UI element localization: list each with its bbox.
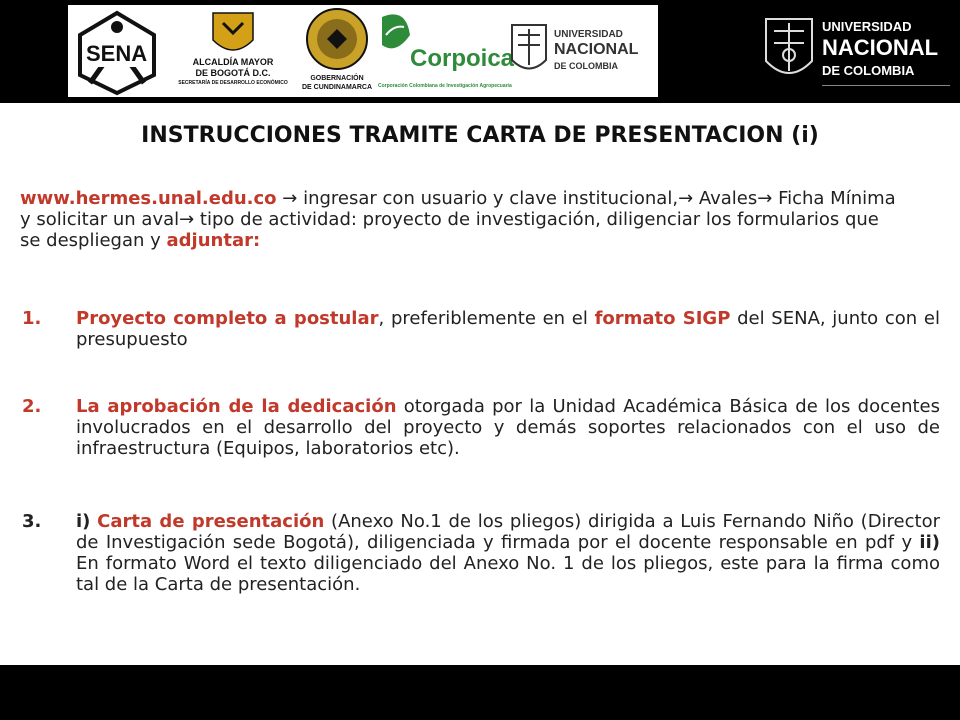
sena-label: SENA	[86, 41, 148, 66]
unal-shield-small-icon	[504, 5, 554, 97]
item-3-highlight: Carta de presentación	[97, 511, 325, 532]
header-bar	[0, 0, 960, 103]
sena-logo	[68, 5, 166, 97]
unal-small-line3: DE COLOMBIA	[554, 61, 618, 71]
alcaldia-line2: DE BOGOTÁ D.C.	[195, 68, 271, 78]
corpoica-logo	[376, 5, 515, 97]
item-2-highlight: La aprobación de la dedicación	[76, 396, 397, 417]
corpoica-sub: Corporación Colombiana de Investigación Agropecuaria	[378, 83, 512, 89]
item-2-number: 2.	[22, 396, 42, 417]
item-3-text-a: (Anexo No.1 de los pliegos) dirigida a Luis Fernando Niño (Director de Investigación sede Bogotá), diligenciada y firmada por el docente responsable en pdf y	[76, 511, 940, 553]
unal-divider	[822, 85, 950, 86]
item-3-text-b: En formato Word el texto diligenciado del Anexo No. 1 de los pliegos, este para la firma como tal de la Carta de presentación.	[76, 553, 940, 595]
item-3-number: 3.	[22, 511, 42, 532]
adjuntar-label: adjuntar:	[166, 230, 261, 251]
gobernacion-line1: GOBERNACIÓN	[310, 75, 364, 82]
page-title: INSTRUCCIONES TRAMITE CARTA DE PRESENTACION (i)	[141, 123, 819, 148]
alcaldia-line3: SECRETARÍA DE DESARROLLO ECONÓMICO	[178, 80, 288, 86]
footer-bar	[0, 665, 960, 720]
intro-paragraph	[20, 188, 900, 251]
list-item-3	[22, 511, 940, 595]
list-item-2	[22, 396, 940, 459]
item-2-text	[76, 396, 940, 459]
gobernacion-logo	[300, 5, 374, 97]
alcaldia-line1: ALCALDÍA MAYOR	[192, 57, 274, 67]
corpoica-label: Corpoica	[410, 45, 515, 72]
item-1-sigp: formato SIGP	[594, 308, 731, 329]
unal-small-line2: NACIONAL	[554, 41, 639, 58]
item-2-text-a: otorgada por la Unidad Académica Básica de los docentes involucrados en el desarrollo del proyecto y demás soportes relacionados con el uso de infraestructura (Equipos, laboratorios etc).	[76, 396, 941, 459]
unal-big-line1: UNIVERSIDAD	[822, 19, 912, 34]
unal-big-line2: NACIONAL	[822, 35, 939, 60]
partner-logos	[68, 5, 658, 97]
hermes-link[interactable]: www.hermes.unal.edu.co	[20, 188, 277, 209]
unal-big-line3: DE COLOMBIA	[822, 63, 915, 78]
alcaldia-logo	[168, 5, 298, 97]
item-1-text-b: del SENA, junto con el presupuesto	[76, 308, 940, 350]
item-3-ii: ii)	[919, 532, 940, 553]
unal-small-logo	[504, 5, 658, 97]
unal-big-logo	[758, 5, 958, 97]
unal-shield-big-icon	[758, 5, 820, 97]
item-1-text-a: , preferiblemente en el	[378, 308, 595, 329]
item-3-i: i)	[76, 511, 91, 532]
item-1-number: 1.	[22, 308, 42, 329]
item-1-highlight: Proyecto completo a postular	[76, 308, 379, 329]
list-item-1	[22, 308, 940, 350]
gobernacion-line2: DE CUNDINAMARCA	[302, 84, 372, 91]
unal-small-line1: UNIVERSIDAD	[554, 29, 623, 40]
item-1-text	[76, 308, 940, 350]
item-3-text	[76, 511, 940, 595]
intro-text: → ingresar con usuario y clave institucional,→ Avales→ Ficha Mínima y solicitar un aval→ tipo de actividad: proyecto de investigación, diligenciar los formularios que se despliegan y	[20, 188, 896, 251]
slide-content	[0, 103, 960, 665]
